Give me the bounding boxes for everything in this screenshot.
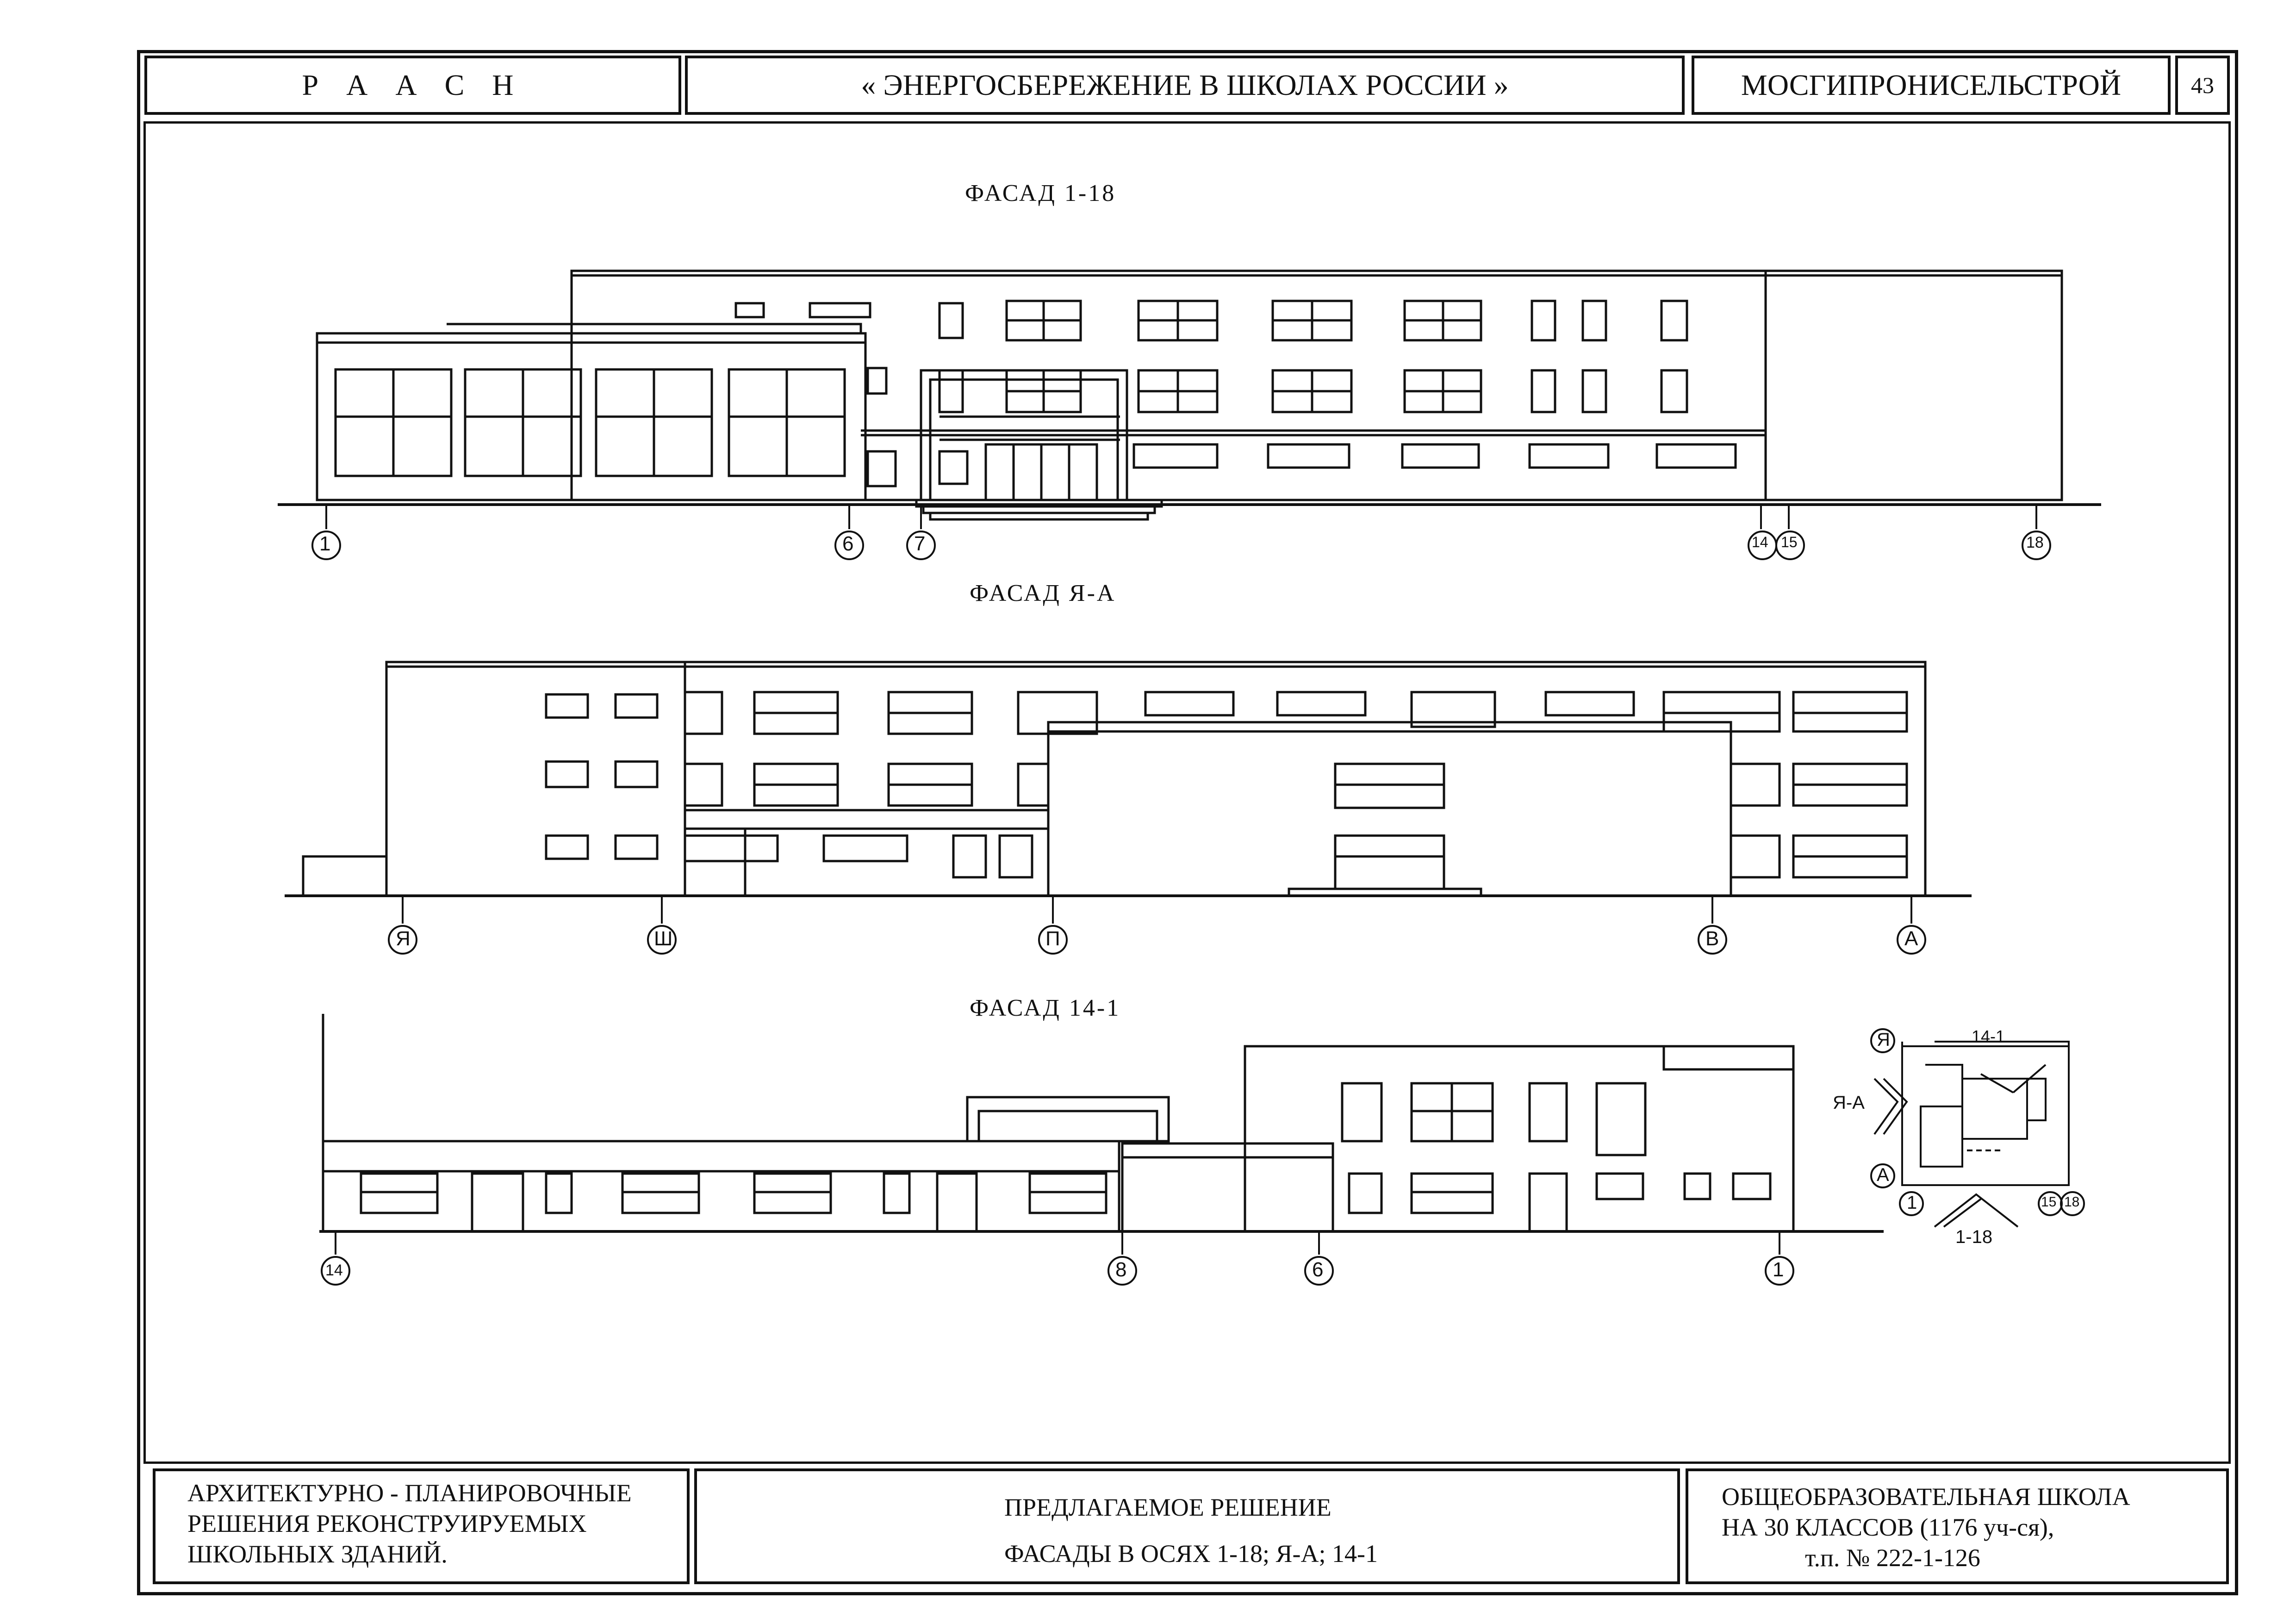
axis-label: А xyxy=(1904,927,1918,950)
axis-label: Я xyxy=(396,927,411,950)
window-group xyxy=(336,368,967,486)
facade-title: ФАСАД 14-1 xyxy=(970,995,1121,1021)
axis-label: Ш xyxy=(654,927,673,950)
axis-label: 7 xyxy=(914,532,926,555)
facade-ya-a xyxy=(285,662,1972,954)
key-plan-label: 1 xyxy=(1907,1193,1917,1213)
key-plan-label: А xyxy=(1877,1165,1889,1185)
header-org-right: МОСГИПРОНИСЕЛЬСТРОЙ xyxy=(1692,56,2171,115)
footer-left-line: РЕШЕНИЯ РЕКОНСТРУИРУЕМЫХ xyxy=(187,1510,587,1537)
axis-label: 8 xyxy=(1115,1258,1127,1281)
facade-title: ФАСАД 1-18 xyxy=(965,180,1116,206)
footer-right-line: т.п. № 222-1-126 xyxy=(1805,1544,1980,1572)
header-org-left: Р А А С Н xyxy=(144,56,681,115)
facade-14-1 xyxy=(319,1014,1884,1285)
axis-label: 14 xyxy=(1752,534,1768,550)
axis-markers xyxy=(389,896,1925,954)
footer-left-line: ШКОЛЬНЫХ ЗДАНИЙ. xyxy=(187,1540,448,1568)
footer-center-line: ПРЕДЛАГАЕМОЕ РЕШЕНИЕ xyxy=(1004,1493,1332,1521)
key-plan-label: 14-1 xyxy=(1972,1027,2005,1046)
axis-label: 1 xyxy=(1773,1258,1784,1281)
axis-label: 18 xyxy=(2026,534,2044,551)
axis-label: 14 xyxy=(325,1262,343,1279)
footer-right-line: ОБЩЕОБРАЗОВАТЕЛЬНАЯ ШКОЛА xyxy=(1722,1483,2130,1511)
axis-markers xyxy=(322,1231,1793,1285)
axis-label: 1 xyxy=(319,532,331,555)
facade-title: ФАСАД Я-А xyxy=(970,580,1116,606)
footer-right-line: НА 30 КЛАССОВ (1176 уч-ся), xyxy=(1722,1513,2054,1541)
key-plan-label: Я xyxy=(1877,1030,1890,1050)
axis-label: 6 xyxy=(1312,1258,1324,1281)
footer-left-line: АРХИТЕКТУРНО - ПЛАНИРОВОЧНЫЕ xyxy=(187,1479,632,1507)
footer-center-line: ФАСАДЫ В ОСЯХ 1-18; Я-А; 14-1 xyxy=(1004,1540,1378,1568)
page-number: 43 xyxy=(2175,56,2230,115)
axis-label: 15 xyxy=(1781,534,1798,550)
key-plan-label: 1-18 xyxy=(1955,1227,1993,1247)
axis-markers xyxy=(312,505,2050,559)
axis-label: П xyxy=(1045,927,1060,950)
header-title: « ЭНЕРГОСБЕРЕЖЕНИЕ В ШКОЛАХ РОССИИ » xyxy=(685,56,1685,115)
axis-label: В xyxy=(1705,927,1719,950)
window-group xyxy=(361,1083,1770,1231)
key-plan-label: 15 xyxy=(2041,1194,2057,1210)
key-plan-label: Я-А xyxy=(1833,1093,1865,1113)
key-plan-label: 18 xyxy=(2064,1194,2080,1210)
axis-label: 6 xyxy=(842,532,854,555)
facade-1-18 xyxy=(278,271,2101,559)
